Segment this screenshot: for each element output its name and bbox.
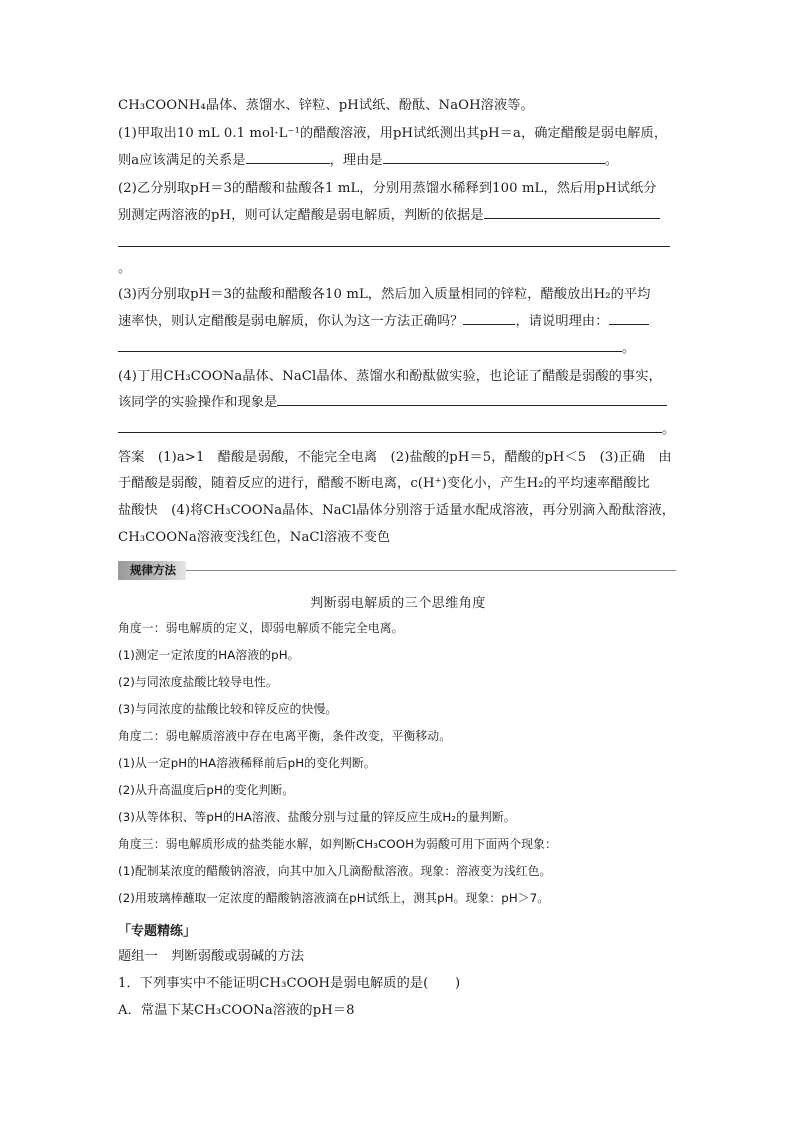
method-line: (3)与同浓度的盐酸比较和锌反应的快慢。 bbox=[118, 702, 338, 716]
divider bbox=[186, 570, 676, 571]
question-1-text-cont bbox=[118, 151, 678, 171]
answer-text: 答案 (1)a>1 醋酸是弱酸，不能完全电离 (2)盐酸的pH＝5，醋酸的pH＜5 (3)正确 由 bbox=[118, 450, 672, 465]
answer-blank bbox=[246, 151, 330, 164]
text-segment: 该同学的实验操作和现象是 bbox=[118, 395, 278, 410]
group-title: 题组一 判断弱酸或弱碱的方法 bbox=[118, 949, 305, 964]
question-3-text-cont bbox=[118, 339, 678, 359]
section-header: 「专题精练」 bbox=[118, 924, 197, 939]
question-2-text: (2)乙分别取pH＝3的醋酸和盐酸各1 mL，分别用蒸馏水稀释到100 mL，然后用pH试纸分 bbox=[118, 181, 657, 196]
method-line: (2)用玻璃棒蘸取一定浓度的醋酸钠溶液滴在pH试纸上，测其pH。现象：pH＞7。 bbox=[118, 891, 550, 905]
answer-text: 盐酸快 (4)将CH₃COONa晶体、NaCl晶体分别溶于适量水配成溶液，再分别滴入酚酞溶液， bbox=[118, 503, 676, 518]
method-line: 角度一：弱电解质的定义，即弱电解质不能完全电离。 bbox=[118, 621, 404, 635]
method-line: (1)从一定pH的HA溶液稀释前后pH的变化判断。 bbox=[118, 756, 376, 770]
question-1-text: (1)甲取出10 mL 0.1 mol·L⁻¹的醋酸溶液，用pH试纸测出其pH＝a，确定醋酸是弱电解质， bbox=[118, 126, 668, 141]
answer-blank bbox=[118, 339, 622, 352]
text-segment: 则a应该满足的关系是 bbox=[118, 153, 246, 168]
method-line: 角度二：弱电解质溶液中存在电离平衡，条件改变，平衡移动。 bbox=[118, 729, 452, 743]
question-2-text-cont bbox=[118, 206, 678, 226]
text-segment: 。 bbox=[662, 422, 676, 437]
method-line: (1)配制某浓度的醋酸钠溶液，向其中加入几滴酚酞溶液。现象：溶液变为浅红色。 bbox=[118, 864, 552, 878]
answer-blank bbox=[118, 420, 662, 433]
question-4-text: (4)丁用CH₃COONa晶体、NaCl晶体、蒸馏水和酚酞做实验，也论证了醋酸是弱酸的事实， bbox=[118, 369, 662, 384]
answer-blank bbox=[383, 151, 605, 164]
text-segment: 别测定两溶液的pH，则可认定醋酸是弱电解质，判断的依据是 bbox=[118, 208, 484, 223]
question-4-text-cont bbox=[118, 420, 678, 440]
answer-blank bbox=[609, 312, 649, 325]
method-line: (2)与同浓度盐酸比较导电性。 bbox=[118, 675, 278, 689]
method-line: (3)从等体积、等pH的HA溶液、盐酸分别与过量的锌反应生成H₂的量判断。 bbox=[118, 810, 516, 824]
option-a: A．常温下某CH₃COONa溶液的pH＝8 bbox=[118, 1003, 355, 1018]
question-text: 1．下列事实中不能证明CH₃COOH是弱电解质的是( ) bbox=[118, 976, 461, 991]
answer-blank-line bbox=[118, 246, 670, 247]
answer-blank bbox=[484, 206, 660, 219]
method-line: (2)从升高温度后pH的变化判断。 bbox=[118, 783, 295, 797]
answer-blank bbox=[463, 312, 515, 325]
answer-text: CH₃COONa溶液变浅红色，NaCl溶液不变色 bbox=[118, 530, 391, 545]
method-line: (1)测定一定浓度的HA溶液的pH。 bbox=[118, 648, 300, 662]
question-4-text-cont bbox=[118, 393, 678, 413]
text-segment: ，理由是 bbox=[329, 153, 383, 168]
method-title: 判断弱电解质的三个思维角度 bbox=[310, 596, 486, 611]
answer-text: 于醋酸是弱酸，随着反应的进行，醋酸不断电离，c(H⁺)变化小，产生H₂的平均速率醋酸比 bbox=[118, 476, 650, 491]
question-3-text: (3)丙分别取pH＝3的盐酸和醋酸各10 mL，然后加入质量相同的锌粒，醋酸放出H₂的平均 bbox=[118, 287, 651, 302]
text-segment: 。 bbox=[622, 341, 636, 356]
text-segment: ，请说明理由： bbox=[515, 314, 609, 329]
text-line: CH₃COONH₄晶体、蒸馏水、锌粒、pH试纸、酚酞、NaOH溶液等。 bbox=[118, 98, 534, 113]
text-segment: 。 bbox=[604, 153, 619, 168]
method-tag: 规律方法 bbox=[118, 561, 186, 580]
text-segment: 。 bbox=[118, 261, 132, 276]
text-segment: 速率快，则认定醋酸是弱电解质，你认为这一方法正确吗？ bbox=[118, 314, 464, 329]
question-3-text-cont bbox=[118, 312, 678, 332]
answer-blank bbox=[277, 393, 667, 406]
method-line: 角度三：弱电解质形成的盐类能水解，如判断CH₃COOH为弱酸可用下面两个现象： bbox=[118, 837, 557, 851]
